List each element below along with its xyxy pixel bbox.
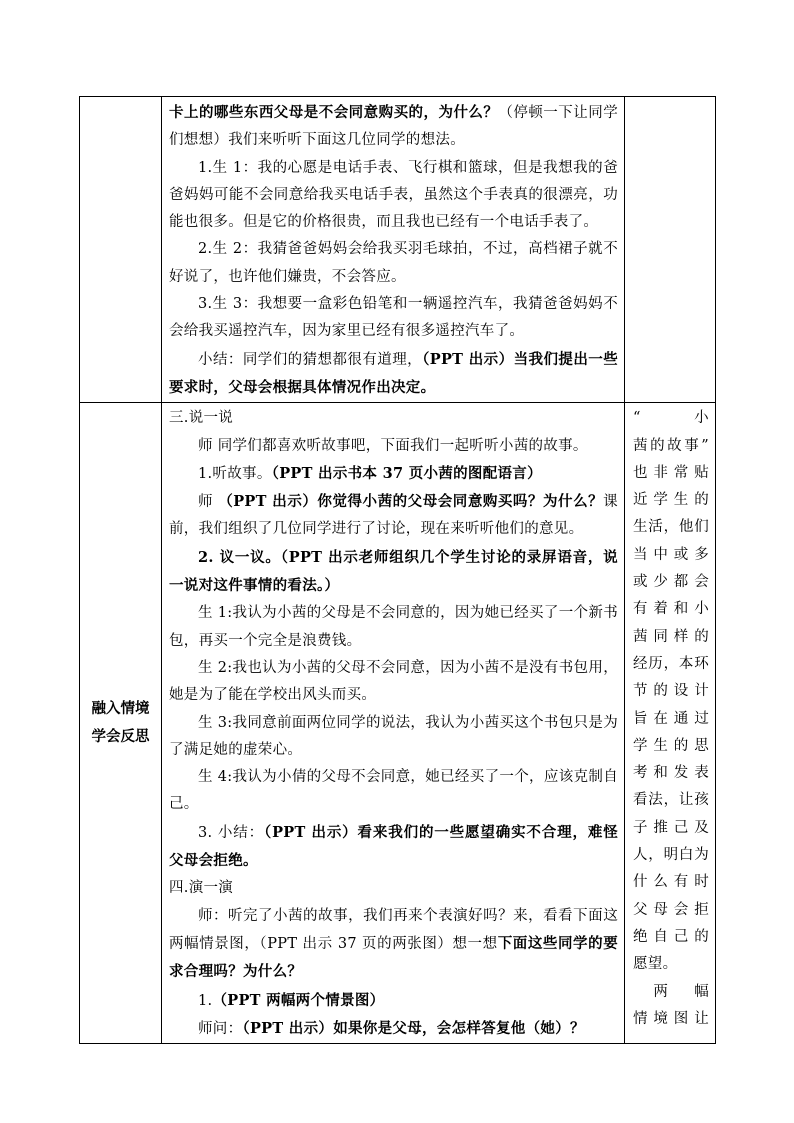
text-run: （停顿一下让同学们想想）我们来听听下面这几位同学的想法。: [169, 105, 618, 149]
text-run: 师: [198, 494, 219, 511]
text-run: 3. 小结：: [198, 824, 264, 841]
design-note-line: 有着和小: [633, 601, 709, 618]
design-note-line: 旨在通过: [633, 710, 709, 727]
text-run: 2.生 2：我猜爸爸妈妈会给我买羽毛球拍，不过，高档裙子就不好说了，也许他们嫌贵，不会答应。: [169, 241, 618, 285]
text-run: 小结：同学们的猜想都很有道理，: [198, 351, 423, 368]
paragraph: [169, 875, 618, 902]
design-note-cell: [625, 403, 716, 1044]
design-note-line: 绝自己的: [633, 928, 709, 945]
paragraph: [169, 903, 618, 987]
process-text: [162, 403, 624, 1043]
design-note-line: 也非常贴: [633, 464, 709, 481]
design-note-line: 茜同样的: [633, 628, 709, 645]
text-run: 生 3:我同意前面两位同学的说法，我认为小茜买这个书包只是为了满足她的虚荣心。: [169, 714, 618, 758]
bold-text: （PPT 出示书本 37 页小茜的图配语言）: [271, 464, 542, 482]
design-note: [625, 403, 715, 1033]
text-run: 四.演一演: [169, 880, 234, 897]
design-note-line: 当中或多: [633, 546, 709, 563]
design-note-cell: [625, 97, 716, 403]
text-run: 1.生 1：我的心愿是电话手表、飞行棋和篮球，但是我想我的爸爸妈妈可能不会同意给我买电话手表，虽然这个手表真的很漂亮，功能也很多。但是它的价格很贵，而且我也已经有一个电话手表了。: [169, 159, 618, 231]
design-note-line: 茜的故事”: [633, 437, 709, 454]
text-run: 1.听故事。: [198, 465, 272, 482]
paragraph: [169, 544, 618, 601]
design-note-line: 父母会拒: [633, 901, 709, 918]
paragraph: [169, 460, 618, 488]
text-run: 1.: [198, 992, 213, 1009]
design-note-line: 学生的思: [633, 737, 709, 754]
text-run: 生 4:我认为小倩的父母不会同意，她已经买了一个，应该克制自己。: [169, 769, 618, 813]
paragraph: [169, 346, 618, 403]
stage-label-cell: [80, 403, 162, 1044]
design-note-line: 两 幅: [633, 983, 709, 1000]
text-run: 课前，我们组织了几位同学进行了讨论，现在来听听他们的意见。: [169, 494, 618, 538]
text-run: 生 2:我也认为小茜的父母不会同意，因为小茜不是没有书包用，她是为了能在学校出风头而买。: [169, 659, 618, 704]
paragraph: [169, 1015, 618, 1043]
stage-label-line: 融入情境: [91, 700, 150, 718]
design-note-line: 情境图让: [633, 1010, 709, 1027]
bold-text: （PPT 出示）看来我们的一些愿望确实不合理，难怪父母会拒绝。: [169, 823, 618, 870]
text-run: 师：听完了小茜的故事，我们再来个表演好吗？来，看看下面这两幅情景图，（PPT 出示 37 页的两张图）想一想: [169, 907, 618, 952]
design-note-line: 或少都会: [633, 574, 709, 591]
design-note-line: 生活，他们: [633, 519, 709, 536]
bold-text: （PPT 出示）你觉得小茜的父母会同意购买吗？为什么？: [218, 493, 604, 511]
paragraph: [169, 600, 618, 655]
text-run: 3.生 3：我想要一盒彩色铅笔和一辆遥控汽车，我猜爸爸妈妈不会给我买遥控汽车，因为家里已经有很多遥控汽车了。: [169, 296, 618, 340]
paragraph: [169, 655, 618, 710]
design-note-line: 愿望。: [633, 956, 678, 973]
design-note-line: 考和发表: [633, 765, 709, 782]
paragraph: [169, 405, 618, 432]
design-note-line: “ 小: [633, 410, 709, 427]
stage-label-cell: [80, 97, 162, 403]
process-cell: [162, 403, 625, 1044]
text-run: 三.说一说: [169, 410, 234, 427]
bold-text: 下面这些同学的要求合理吗？为什么？: [169, 934, 618, 981]
design-note-line: 什么有时: [633, 874, 709, 891]
paragraph: [169, 764, 618, 819]
paragraph: [169, 488, 618, 544]
table-row: [80, 403, 716, 1044]
bold-text: 2. 议一议。（PPT 出示老师组织几个学生讨论的录屏语音，说一说对这件事情的看法。）: [169, 548, 618, 595]
bold-text: （PPT 出示）当我们提出一些要求时，父母会根据具体情况作出决定。: [169, 350, 618, 396]
design-note-line: 节的设计: [633, 683, 709, 700]
paragraph: [169, 155, 618, 237]
design-note-line: 看法，让孩: [633, 792, 709, 809]
paragraph: [169, 291, 618, 346]
process-text: [162, 97, 624, 402]
text-run: 师问：: [198, 1020, 243, 1037]
paragraph: [169, 236, 618, 291]
bold-text: （PPT 两幅两个情景图）: [212, 991, 385, 1009]
table-row: [80, 97, 716, 403]
stage-label: [80, 695, 161, 751]
stage-label-line: 学会反思: [91, 728, 150, 746]
design-note-line: 近学生的: [633, 492, 709, 509]
paragraph: [169, 433, 618, 460]
text-run: 生 1:我认为小茜的父母是不会同意的，因为她已经买了一个新书包，再买一个完全是浪费钱。: [169, 605, 618, 649]
paragraph: [169, 710, 618, 765]
paragraph: [169, 99, 618, 155]
bold-text: （PPT 出示）如果你是父母，会怎样答复他（她）？: [242, 1019, 585, 1037]
design-note-line: 经历，本环: [633, 655, 709, 672]
bold-text: 卡上的哪些东西父母是不会同意购买的，为什么？: [169, 104, 499, 121]
paragraph: [169, 819, 618, 876]
process-cell: [162, 97, 625, 403]
lesson-plan-table: [79, 96, 716, 1044]
paragraph: [169, 987, 618, 1015]
text-run: 师 同学们都喜欢听故事吧，下面我们一起听听小茜的故事。: [198, 437, 588, 454]
design-note-line: 子推己及: [633, 819, 709, 836]
design-note-line: 人，明白为: [633, 847, 709, 864]
